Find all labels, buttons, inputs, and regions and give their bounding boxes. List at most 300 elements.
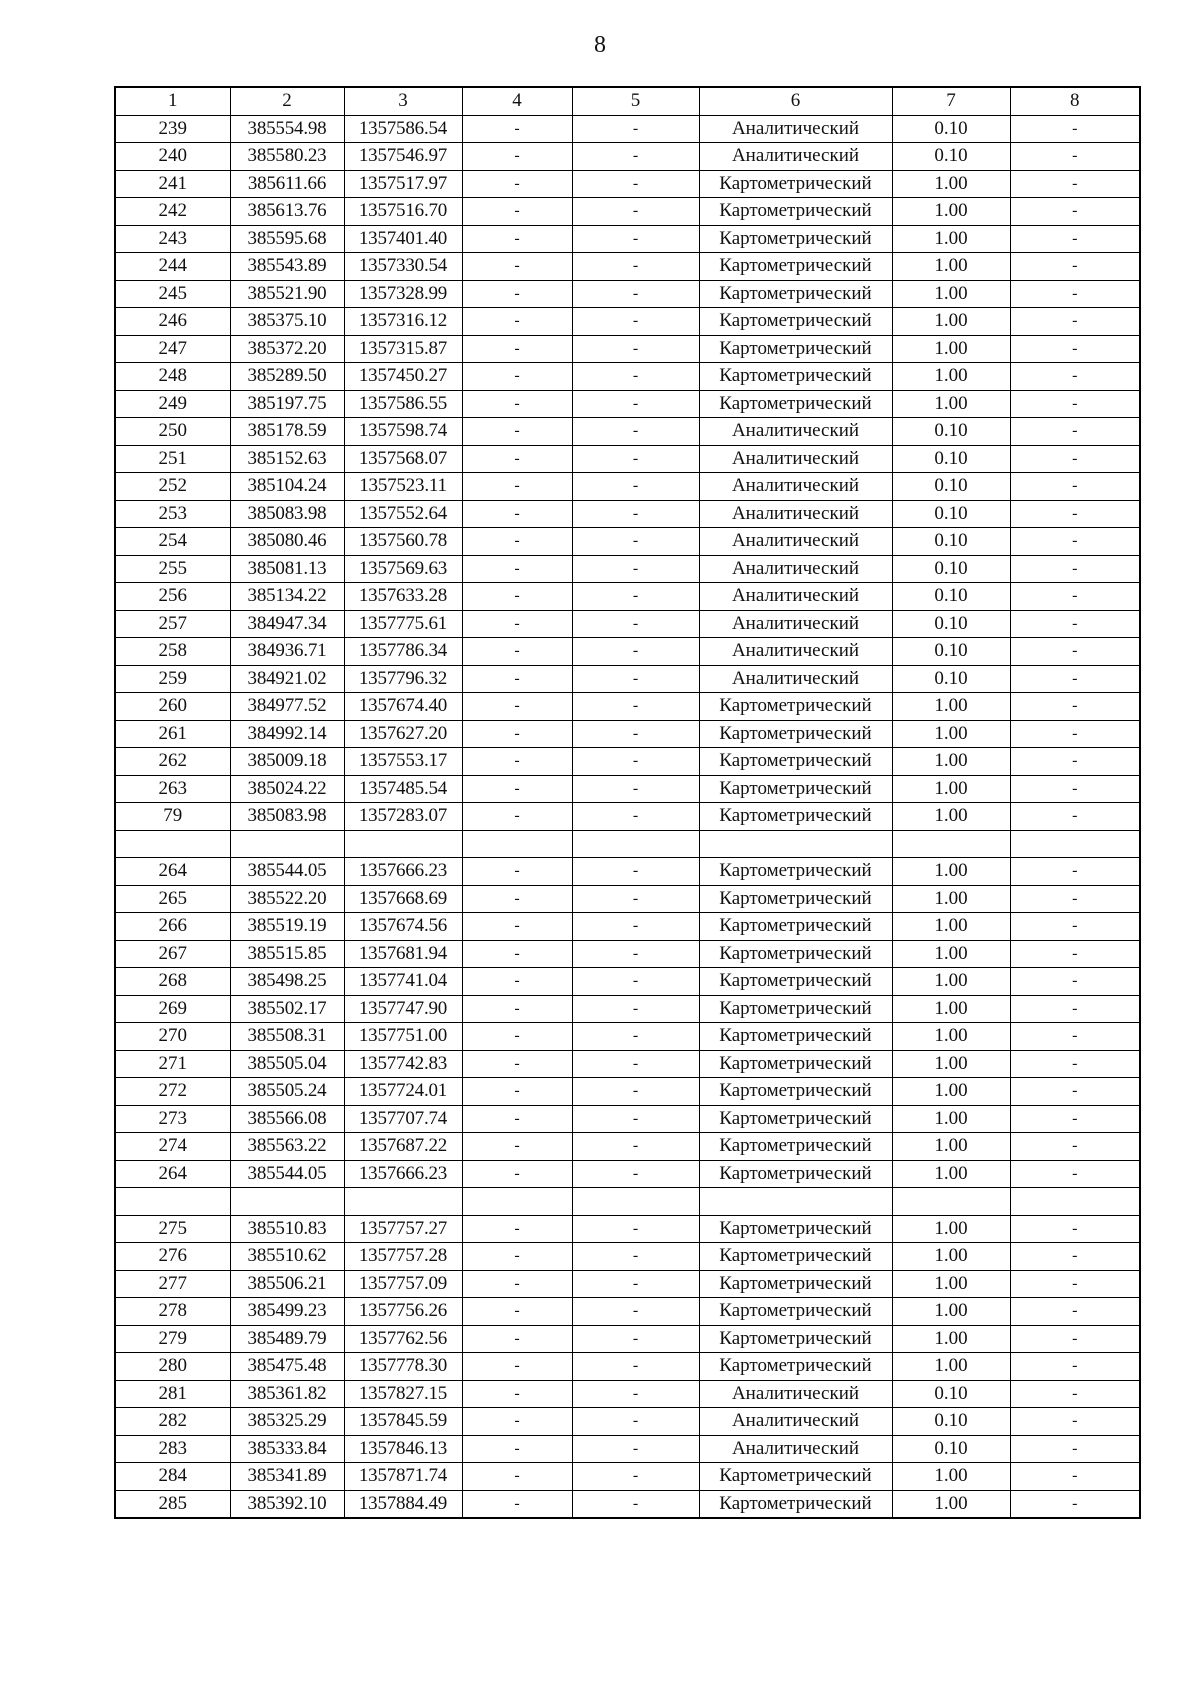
column-8-cell: - bbox=[1010, 1380, 1140, 1408]
y-coordinate-cell: 1357707.74 bbox=[344, 1105, 462, 1133]
x-coordinate-cell: 385554.98 bbox=[230, 115, 344, 143]
point-number-cell bbox=[115, 830, 230, 858]
column-5-cell: - bbox=[572, 1105, 699, 1133]
column-4-cell: - bbox=[462, 885, 572, 913]
column-8-cell: - bbox=[1010, 1133, 1140, 1161]
x-coordinate-cell: 385152.63 bbox=[230, 445, 344, 473]
column-8-cell: - bbox=[1010, 913, 1140, 941]
x-coordinate-cell: 385080.46 bbox=[230, 528, 344, 556]
column-5-cell: - bbox=[572, 1050, 699, 1078]
column-4-cell: - bbox=[462, 995, 572, 1023]
table-row bbox=[115, 170, 1140, 198]
table-row bbox=[115, 528, 1140, 556]
column-5-cell: - bbox=[572, 1243, 699, 1271]
column-4-cell: - bbox=[462, 115, 572, 143]
point-number-cell: 283 bbox=[115, 1435, 230, 1463]
column-4-cell: - bbox=[462, 693, 572, 721]
column-8-cell: - bbox=[1010, 1105, 1140, 1133]
method-cell: Картометрический bbox=[699, 1463, 892, 1491]
y-coordinate-cell: 1357742.83 bbox=[344, 1050, 462, 1078]
column-5-cell: - bbox=[572, 1408, 699, 1436]
x-coordinate-cell: 385081.13 bbox=[230, 555, 344, 583]
x-coordinate-cell: 385580.23 bbox=[230, 143, 344, 171]
accuracy-cell: 1.00 bbox=[892, 335, 1010, 363]
column-header: 3 bbox=[344, 87, 462, 115]
column-5-cell: - bbox=[572, 555, 699, 583]
y-coordinate-cell: 1357724.01 bbox=[344, 1078, 462, 1106]
point-number-cell: 245 bbox=[115, 280, 230, 308]
column-4-cell: - bbox=[462, 638, 572, 666]
table-row bbox=[115, 390, 1140, 418]
column-4-cell: - bbox=[462, 1270, 572, 1298]
column-5-cell: - bbox=[572, 610, 699, 638]
column-4-cell: - bbox=[462, 1490, 572, 1518]
y-coordinate-cell: 1357778.30 bbox=[344, 1353, 462, 1381]
table-row bbox=[115, 363, 1140, 391]
x-coordinate-cell: 385508.31 bbox=[230, 1023, 344, 1051]
column-8-cell: - bbox=[1010, 1215, 1140, 1243]
table-row bbox=[115, 885, 1140, 913]
table-row bbox=[115, 1270, 1140, 1298]
method-cell: Картометрический bbox=[699, 1105, 892, 1133]
accuracy-cell: 0.10 bbox=[892, 583, 1010, 611]
x-coordinate-cell: 385499.23 bbox=[230, 1298, 344, 1326]
point-number-cell: 252 bbox=[115, 473, 230, 501]
x-coordinate-cell bbox=[230, 1188, 344, 1216]
table-row bbox=[115, 198, 1140, 226]
column-8-cell: - bbox=[1010, 198, 1140, 226]
table-row bbox=[115, 940, 1140, 968]
y-coordinate-cell bbox=[344, 830, 462, 858]
x-coordinate-cell: 385498.25 bbox=[230, 968, 344, 996]
x-coordinate-cell: 385613.76 bbox=[230, 198, 344, 226]
method-cell: Картометрический bbox=[699, 858, 892, 886]
x-coordinate-cell: 385544.05 bbox=[230, 858, 344, 886]
accuracy-cell: 1.00 bbox=[892, 720, 1010, 748]
column-4-cell: - bbox=[462, 143, 572, 171]
column-8-cell: - bbox=[1010, 1270, 1140, 1298]
point-number-cell: 250 bbox=[115, 418, 230, 446]
accuracy-cell: 1.00 bbox=[892, 1270, 1010, 1298]
column-4-cell: - bbox=[462, 968, 572, 996]
accuracy-cell: 1.00 bbox=[892, 1215, 1010, 1243]
method-cell: Картометрический bbox=[699, 720, 892, 748]
column-8-cell: - bbox=[1010, 885, 1140, 913]
y-coordinate-cell: 1357569.63 bbox=[344, 555, 462, 583]
method-cell: Аналитический bbox=[699, 638, 892, 666]
point-number-cell: 263 bbox=[115, 775, 230, 803]
y-coordinate-cell: 1357668.69 bbox=[344, 885, 462, 913]
accuracy-cell: 1.00 bbox=[892, 1243, 1010, 1271]
method-cell: Аналитический bbox=[699, 528, 892, 556]
method-cell: Аналитический bbox=[699, 555, 892, 583]
column-5-cell: - bbox=[572, 1380, 699, 1408]
x-coordinate-cell: 384921.02 bbox=[230, 665, 344, 693]
x-coordinate-cell: 385519.19 bbox=[230, 913, 344, 941]
accuracy-cell: 0.10 bbox=[892, 500, 1010, 528]
column-8-cell: - bbox=[1010, 555, 1140, 583]
accuracy-cell bbox=[892, 830, 1010, 858]
column-8-cell: - bbox=[1010, 720, 1140, 748]
accuracy-cell: 1.00 bbox=[892, 968, 1010, 996]
method-cell bbox=[699, 830, 892, 858]
accuracy-cell: 0.10 bbox=[892, 638, 1010, 666]
column-4-cell: - bbox=[462, 665, 572, 693]
x-coordinate-cell: 385566.08 bbox=[230, 1105, 344, 1133]
y-coordinate-cell: 1357687.22 bbox=[344, 1133, 462, 1161]
column-5-cell: - bbox=[572, 1353, 699, 1381]
point-number-cell: 259 bbox=[115, 665, 230, 693]
x-coordinate-cell: 385505.04 bbox=[230, 1050, 344, 1078]
method-cell bbox=[699, 1188, 892, 1216]
column-5-cell: - bbox=[572, 968, 699, 996]
table-row bbox=[115, 748, 1140, 776]
column-5-cell bbox=[572, 830, 699, 858]
column-4-cell: - bbox=[462, 335, 572, 363]
column-5-cell: - bbox=[572, 665, 699, 693]
point-number-cell: 253 bbox=[115, 500, 230, 528]
coordinates-table bbox=[114, 86, 1141, 1519]
accuracy-cell: 0.10 bbox=[892, 555, 1010, 583]
table-row bbox=[115, 418, 1140, 446]
table-row bbox=[115, 665, 1140, 693]
column-4-cell: - bbox=[462, 775, 572, 803]
column-8-cell bbox=[1010, 1188, 1140, 1216]
column-4-cell: - bbox=[462, 308, 572, 336]
method-cell: Картометрический bbox=[699, 1078, 892, 1106]
method-cell: Картометрический bbox=[699, 1050, 892, 1078]
x-coordinate-cell: 385392.10 bbox=[230, 1490, 344, 1518]
column-8-cell: - bbox=[1010, 528, 1140, 556]
table-row bbox=[115, 1105, 1140, 1133]
column-5-cell: - bbox=[572, 913, 699, 941]
x-coordinate-cell: 385563.22 bbox=[230, 1133, 344, 1161]
x-coordinate-cell: 384936.71 bbox=[230, 638, 344, 666]
y-coordinate-cell: 1357553.17 bbox=[344, 748, 462, 776]
table-row bbox=[115, 1353, 1140, 1381]
point-number-cell: 260 bbox=[115, 693, 230, 721]
column-5-cell: - bbox=[572, 1023, 699, 1051]
x-coordinate-cell: 385510.62 bbox=[230, 1243, 344, 1271]
x-coordinate-cell: 385544.05 bbox=[230, 1160, 344, 1188]
point-number-cell: 268 bbox=[115, 968, 230, 996]
column-4-cell: - bbox=[462, 610, 572, 638]
accuracy-cell: 1.00 bbox=[892, 995, 1010, 1023]
column-4-cell: - bbox=[462, 473, 572, 501]
point-number-cell: 285 bbox=[115, 1490, 230, 1518]
method-cell: Картометрический bbox=[699, 1270, 892, 1298]
column-4-cell: - bbox=[462, 528, 572, 556]
point-number-cell: 254 bbox=[115, 528, 230, 556]
accuracy-cell: 1.00 bbox=[892, 858, 1010, 886]
column-8-cell: - bbox=[1010, 858, 1140, 886]
column-8-cell: - bbox=[1010, 280, 1140, 308]
x-coordinate-cell: 385083.98 bbox=[230, 803, 344, 831]
column-4-cell: - bbox=[462, 198, 572, 226]
point-number-cell: 276 bbox=[115, 1243, 230, 1271]
y-coordinate-cell: 1357775.61 bbox=[344, 610, 462, 638]
column-header: 4 bbox=[462, 87, 572, 115]
table-row bbox=[115, 1078, 1140, 1106]
column-4-cell bbox=[462, 1188, 572, 1216]
table-row bbox=[115, 638, 1140, 666]
x-coordinate-cell: 385333.84 bbox=[230, 1435, 344, 1463]
accuracy-cell: 1.00 bbox=[892, 253, 1010, 281]
accuracy-cell: 1.00 bbox=[892, 390, 1010, 418]
column-header: 6 bbox=[699, 87, 892, 115]
y-coordinate-cell: 1357757.28 bbox=[344, 1243, 462, 1271]
table-row bbox=[115, 335, 1140, 363]
accuracy-cell: 1.00 bbox=[892, 1078, 1010, 1106]
column-4-cell: - bbox=[462, 1435, 572, 1463]
table-row bbox=[115, 1133, 1140, 1161]
accuracy-cell: 1.00 bbox=[892, 1050, 1010, 1078]
x-coordinate-cell: 385521.90 bbox=[230, 280, 344, 308]
column-5-cell: - bbox=[572, 1078, 699, 1106]
method-cell: Аналитический bbox=[699, 500, 892, 528]
x-coordinate-cell: 385325.29 bbox=[230, 1408, 344, 1436]
table-row bbox=[115, 1243, 1140, 1271]
column-5-cell: - bbox=[572, 885, 699, 913]
accuracy-cell: 1.00 bbox=[892, 198, 1010, 226]
point-number-cell: 264 bbox=[115, 858, 230, 886]
column-8-cell: - bbox=[1010, 1463, 1140, 1491]
column-4-cell: - bbox=[462, 363, 572, 391]
table-separator-row bbox=[115, 1188, 1140, 1216]
column-8-cell: - bbox=[1010, 1160, 1140, 1188]
accuracy-cell: 1.00 bbox=[892, 280, 1010, 308]
column-4-cell: - bbox=[462, 390, 572, 418]
point-number-cell: 266 bbox=[115, 913, 230, 941]
point-number-cell: 284 bbox=[115, 1463, 230, 1491]
column-header: 8 bbox=[1010, 87, 1140, 115]
column-5-cell: - bbox=[572, 390, 699, 418]
y-coordinate-cell: 1357786.34 bbox=[344, 638, 462, 666]
y-coordinate-cell: 1357552.64 bbox=[344, 500, 462, 528]
y-coordinate-cell: 1357627.20 bbox=[344, 720, 462, 748]
method-cell: Картометрический bbox=[699, 1490, 892, 1518]
accuracy-cell: 0.10 bbox=[892, 143, 1010, 171]
column-5-cell: - bbox=[572, 1215, 699, 1243]
column-8-cell: - bbox=[1010, 115, 1140, 143]
table-row bbox=[115, 995, 1140, 1023]
column-5-cell: - bbox=[572, 170, 699, 198]
table-row bbox=[115, 1215, 1140, 1243]
column-8-cell: - bbox=[1010, 638, 1140, 666]
table-row bbox=[115, 720, 1140, 748]
y-coordinate-cell: 1357751.00 bbox=[344, 1023, 462, 1051]
method-cell: Картометрический bbox=[699, 198, 892, 226]
point-number-cell: 281 bbox=[115, 1380, 230, 1408]
x-coordinate-cell: 385375.10 bbox=[230, 308, 344, 336]
method-cell: Картометрический bbox=[699, 803, 892, 831]
x-coordinate-cell: 385506.21 bbox=[230, 1270, 344, 1298]
point-number-cell: 270 bbox=[115, 1023, 230, 1051]
point-number-cell: 255 bbox=[115, 555, 230, 583]
method-cell: Аналитический bbox=[699, 143, 892, 171]
method-cell: Аналитический bbox=[699, 418, 892, 446]
y-coordinate-cell: 1357666.23 bbox=[344, 858, 462, 886]
point-number-cell: 279 bbox=[115, 1325, 230, 1353]
y-coordinate-cell: 1357316.12 bbox=[344, 308, 462, 336]
column-8-cell: - bbox=[1010, 748, 1140, 776]
x-coordinate-cell: 385361.82 bbox=[230, 1380, 344, 1408]
y-coordinate-cell: 1357283.07 bbox=[344, 803, 462, 831]
accuracy-cell: 1.00 bbox=[892, 170, 1010, 198]
column-8-cell: - bbox=[1010, 583, 1140, 611]
column-4-cell: - bbox=[462, 418, 572, 446]
y-coordinate-cell: 1357757.27 bbox=[344, 1215, 462, 1243]
y-coordinate-cell: 1357796.32 bbox=[344, 665, 462, 693]
column-5-cell: - bbox=[572, 473, 699, 501]
column-4-cell: - bbox=[462, 1133, 572, 1161]
column-5-cell: - bbox=[572, 748, 699, 776]
x-coordinate-cell: 385134.22 bbox=[230, 583, 344, 611]
accuracy-cell: 1.00 bbox=[892, 913, 1010, 941]
method-cell: Картометрический bbox=[699, 225, 892, 253]
x-coordinate-cell: 384977.52 bbox=[230, 693, 344, 721]
method-cell: Картометрический bbox=[699, 1215, 892, 1243]
point-number-cell: 267 bbox=[115, 940, 230, 968]
x-coordinate-cell: 385595.68 bbox=[230, 225, 344, 253]
accuracy-cell: 1.00 bbox=[892, 940, 1010, 968]
column-5-cell: - bbox=[572, 775, 699, 803]
method-cell: Аналитический bbox=[699, 1408, 892, 1436]
x-coordinate-cell: 385178.59 bbox=[230, 418, 344, 446]
column-8-cell: - bbox=[1010, 610, 1140, 638]
column-8-cell: - bbox=[1010, 1243, 1140, 1271]
y-coordinate-cell: 1357741.04 bbox=[344, 968, 462, 996]
point-number-cell: 257 bbox=[115, 610, 230, 638]
y-coordinate-cell: 1357450.27 bbox=[344, 363, 462, 391]
column-8-cell: - bbox=[1010, 473, 1140, 501]
table-row bbox=[115, 610, 1140, 638]
column-8-cell: - bbox=[1010, 1325, 1140, 1353]
column-8-cell: - bbox=[1010, 225, 1140, 253]
column-5-cell: - bbox=[572, 1133, 699, 1161]
point-number-cell: 264 bbox=[115, 1160, 230, 1188]
accuracy-cell: 0.10 bbox=[892, 1408, 1010, 1436]
table-row bbox=[115, 775, 1140, 803]
table-row bbox=[115, 555, 1140, 583]
point-number-cell: 262 bbox=[115, 748, 230, 776]
y-coordinate-cell: 1357560.78 bbox=[344, 528, 462, 556]
table-body bbox=[115, 115, 1140, 1518]
y-coordinate-cell: 1357485.54 bbox=[344, 775, 462, 803]
y-coordinate-cell: 1357328.99 bbox=[344, 280, 462, 308]
page-number: 8 bbox=[594, 32, 606, 58]
accuracy-cell: 0.10 bbox=[892, 1435, 1010, 1463]
table-row bbox=[115, 1160, 1140, 1188]
column-header: 7 bbox=[892, 87, 1010, 115]
column-header: 5 bbox=[572, 87, 699, 115]
column-5-cell: - bbox=[572, 1325, 699, 1353]
y-coordinate-cell: 1357674.40 bbox=[344, 693, 462, 721]
method-cell: Картометрический bbox=[699, 775, 892, 803]
column-5-cell: - bbox=[572, 940, 699, 968]
column-4-cell: - bbox=[462, 555, 572, 583]
x-coordinate-cell: 385083.98 bbox=[230, 500, 344, 528]
point-number-cell: 271 bbox=[115, 1050, 230, 1078]
method-cell: Аналитический bbox=[699, 445, 892, 473]
table-separator-row bbox=[115, 830, 1140, 858]
table-row bbox=[115, 473, 1140, 501]
table-row bbox=[115, 445, 1140, 473]
point-number-cell: 272 bbox=[115, 1078, 230, 1106]
method-cell: Картометрический bbox=[699, 1243, 892, 1271]
y-coordinate-cell: 1357315.87 bbox=[344, 335, 462, 363]
column-8-cell: - bbox=[1010, 1408, 1140, 1436]
column-5-cell: - bbox=[572, 115, 699, 143]
point-number-cell: 280 bbox=[115, 1353, 230, 1381]
method-cell: Картометрический bbox=[699, 253, 892, 281]
column-4-cell: - bbox=[462, 583, 572, 611]
column-4-cell: - bbox=[462, 1353, 572, 1381]
accuracy-cell: 0.10 bbox=[892, 115, 1010, 143]
point-number-cell: 243 bbox=[115, 225, 230, 253]
column-4-cell: - bbox=[462, 1215, 572, 1243]
x-coordinate-cell: 385197.75 bbox=[230, 390, 344, 418]
column-4-cell: - bbox=[462, 1023, 572, 1051]
x-coordinate-cell: 385341.89 bbox=[230, 1463, 344, 1491]
x-coordinate-cell: 385505.24 bbox=[230, 1078, 344, 1106]
column-5-cell: - bbox=[572, 995, 699, 1023]
column-header: 1 bbox=[115, 87, 230, 115]
x-coordinate-cell: 385289.50 bbox=[230, 363, 344, 391]
x-coordinate-cell: 384947.34 bbox=[230, 610, 344, 638]
column-4-cell: - bbox=[462, 170, 572, 198]
y-coordinate-cell: 1357401.40 bbox=[344, 225, 462, 253]
column-8-cell: - bbox=[1010, 1050, 1140, 1078]
column-4-cell bbox=[462, 830, 572, 858]
point-number-cell: 244 bbox=[115, 253, 230, 281]
method-cell: Картометрический bbox=[699, 1160, 892, 1188]
point-number-cell: 240 bbox=[115, 143, 230, 171]
column-4-cell: - bbox=[462, 1243, 572, 1271]
column-4-cell: - bbox=[462, 1160, 572, 1188]
column-8-cell: - bbox=[1010, 665, 1140, 693]
column-8-cell: - bbox=[1010, 170, 1140, 198]
point-number-cell: 246 bbox=[115, 308, 230, 336]
column-8-cell: - bbox=[1010, 363, 1140, 391]
column-8-cell: - bbox=[1010, 1023, 1140, 1051]
table-row bbox=[115, 253, 1140, 281]
point-number-cell: 261 bbox=[115, 720, 230, 748]
point-number-cell: 251 bbox=[115, 445, 230, 473]
column-5-cell: - bbox=[572, 280, 699, 308]
point-number-cell: 258 bbox=[115, 638, 230, 666]
column-5-cell: - bbox=[572, 1270, 699, 1298]
point-number-cell: 282 bbox=[115, 1408, 230, 1436]
column-8-cell: - bbox=[1010, 143, 1140, 171]
point-number-cell: 256 bbox=[115, 583, 230, 611]
method-cell: Картометрический bbox=[699, 913, 892, 941]
column-8-cell: - bbox=[1010, 1490, 1140, 1518]
table-row bbox=[115, 308, 1140, 336]
x-coordinate-cell: 385502.17 bbox=[230, 995, 344, 1023]
accuracy-cell: 0.10 bbox=[892, 473, 1010, 501]
column-8-cell: - bbox=[1010, 1078, 1140, 1106]
table-row bbox=[115, 280, 1140, 308]
accuracy-cell: 1.00 bbox=[892, 748, 1010, 776]
point-number-cell: 278 bbox=[115, 1298, 230, 1326]
accuracy-cell: 0.10 bbox=[892, 665, 1010, 693]
method-cell: Картометрический bbox=[699, 335, 892, 363]
table-row bbox=[115, 1023, 1140, 1051]
accuracy-cell: 1.00 bbox=[892, 1325, 1010, 1353]
y-coordinate-cell: 1357871.74 bbox=[344, 1463, 462, 1491]
y-coordinate-cell: 1357827.15 bbox=[344, 1380, 462, 1408]
